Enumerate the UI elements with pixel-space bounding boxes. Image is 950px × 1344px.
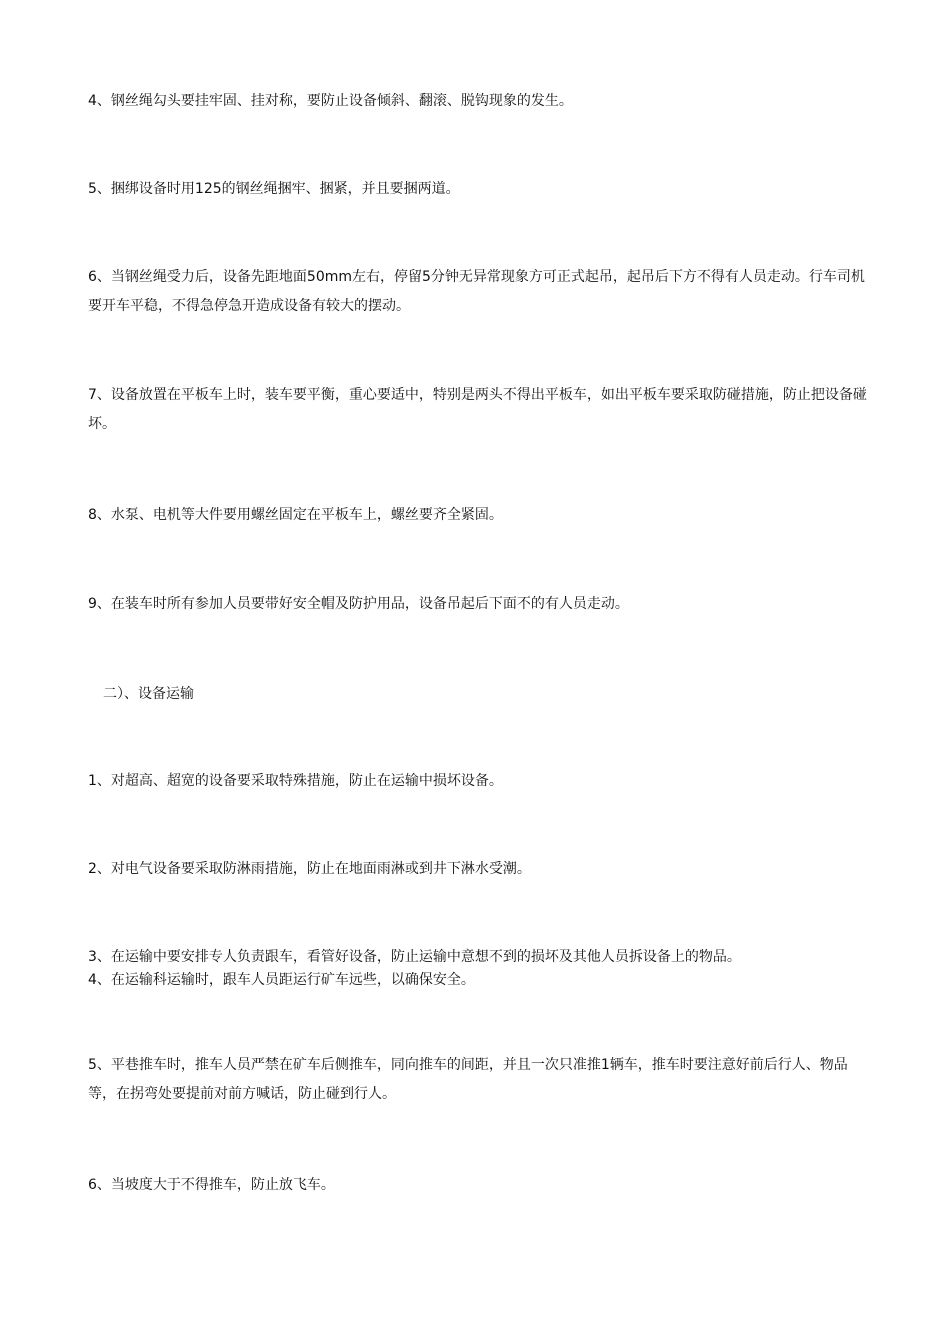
paragraph-transport-1: 1、对超高、超宽的设备要采取特殊措施，防止在运输中损坏设备。 [88, 773, 503, 789]
paragraph-item-7-loading: 7、设备放置在平板车上时，装车要平衡，重心要适中，特别是两头不得出平板车，如出平板车要采取防碰措施，防止把设备碰坏。 [88, 387, 867, 432]
paragraph-item-5-binding: 5、捆绑设备时用125的钢丝绳捆牢、捆紧，并且要捆两道。 [88, 181, 460, 197]
paragraph-item-9-safety: 9、在装车时所有参加人员要带好安全帽及防护用品，设备吊起后下面不的有人员走动。 [88, 596, 629, 612]
paragraph-transport-3-4: 3、在运输中要安排专人负责跟车，看管好设备，防止运输中意想不到的损坏及其他人员拆设备上的物品。 4、在运输科运输时，跟车人员距运行矿车远些，以确保安全。 [88, 949, 741, 988]
section-heading-transport: 二）、设备运输 [103, 686, 194, 702]
paragraph-item-4-hook: 4、钢丝绳勾头要挂牢固、挂对称，要防止设备倾斜、翻滚、脱钩现象的发生。 [88, 93, 573, 109]
paragraph-item-8-fixing: 8、水泵、电机等大件要用螺丝固定在平板车上，螺丝要齐全紧固。 [88, 507, 503, 523]
paragraph-transport-2: 2、对电气设备要采取防淋雨措施，防止在地面雨淋或到井下淋水受潮。 [88, 861, 531, 877]
paragraph-transport-5: 5、平巷推车时，推车人员严禁在矿车后侧推车，同向推车的间距，并且一次只准推1辆车，推车时要注意好前后行人、物品等，在拐弯处要提前对前方喊话，防止碰到行人。 [88, 1057, 848, 1102]
paragraph-item-6-lifting: 6、当钢丝绳受力后，设备先距地面50mm左右，停留5分钟无异常现象方可正式起吊，起吊后下方不得有人员走动。行车司机要开车平稳，不得急停急开造成设备有较大的摆动。 [88, 269, 865, 314]
paragraph-transport-6: 6、当坡度大于不得推车，防止放飞车。 [88, 1177, 335, 1193]
